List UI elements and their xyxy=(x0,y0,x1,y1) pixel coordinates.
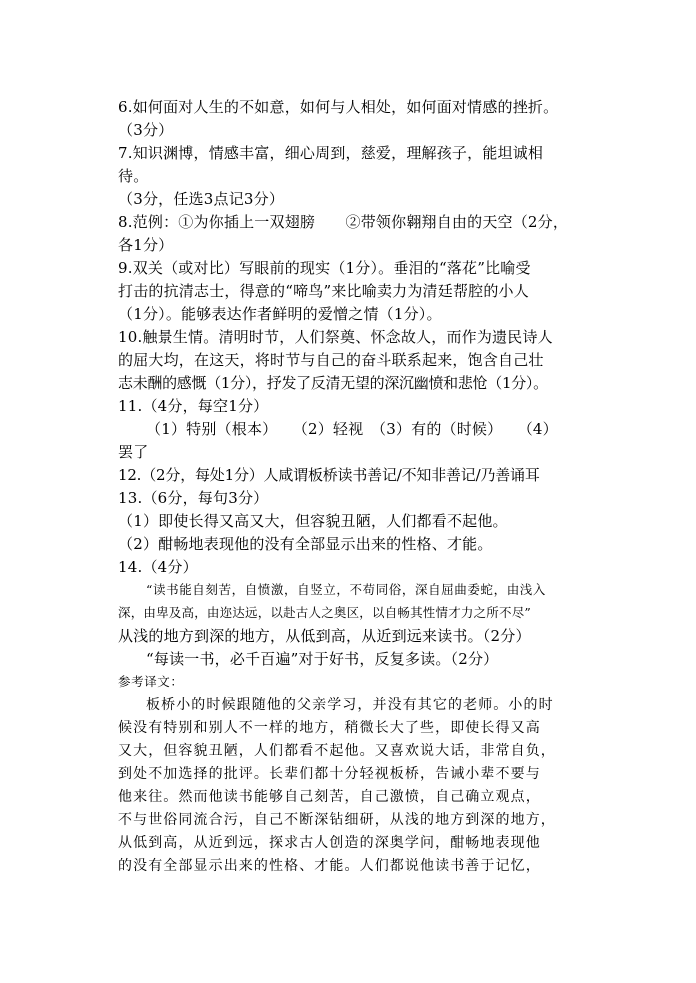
text-line: （3分） xyxy=(118,121,174,139)
text-line: 从浅的地方到深的地方，从低到高，从近到远来读书。（2分） xyxy=(118,627,531,645)
translation-line: 到处不加选择的批评。长辈们都十分轻视板桥，告诫小辈不要与 xyxy=(118,766,541,782)
text-line: 9.双关（或对比）写眼前的现实（1分）。垂泪的“落花”比喻受 xyxy=(118,259,531,277)
text-line: 10.触景生情。清明时节，人们祭奠、怀念故人，而作为遗民诗人 xyxy=(118,328,553,346)
text-line: 12.（2分，每处1分）人咸谓板桥读书善记/不知非善记/乃善诵耳 xyxy=(118,466,540,484)
quote-line: 深，由卑及高，由迩达远，以赴古人之奥区，以自畅其性情才力之所不尽” xyxy=(118,605,531,620)
translation-line: 的没有全部显示出来的性格、才能。人们都说他读书善于记忆， xyxy=(118,858,541,874)
translation-line: 又大，但容貌丑陋，人们都看不起他。又喜欢说大话，非常自负， xyxy=(118,743,556,759)
text-line: “每读一书，必千百遍”对于好书，反复多读。（2分） xyxy=(146,650,499,668)
quote-line: “读书能自刻苦，自愤激，自竖立，不苟同俗，深自屈曲委蛇，由浅入 xyxy=(146,582,546,597)
translation-line: 不与世俗同流合污，自己不断深钻细研，从浅的地方到深的地方， xyxy=(118,812,556,828)
text-line: （1）即使长得又高又大，但容貌丑陋，人们都看不起他。 xyxy=(118,512,508,530)
text-line: 各1分） xyxy=(118,236,174,254)
section-heading: 参考译文： xyxy=(118,674,184,689)
text-line: 6.如何面对人生的不如意，如何与人相处，如何面对情感的挫折。 xyxy=(118,98,559,116)
translation-line: 候没有特别和别人不一样的地方，稍微长大了些，即使长得又高 xyxy=(118,720,541,736)
text-line: 志未酬的感慨（1分），抒发了反清无望的深沉幽愤和悲怆（1分）。 xyxy=(118,374,548,392)
text-line: 打击的抗清志士，得意的“啼鸟”来比喻卖力为清廷帮腔的小人 xyxy=(118,282,529,300)
text-line: 8.范例：①为你插上一双翅膀 ②带领你翱翔自由的天空（2分， xyxy=(118,213,569,231)
text-line: （2）酣畅地表现他的没有全部显示出来的性格、才能。 xyxy=(118,535,493,553)
text-line: （1分）。能够表达作者鲜明的爱憎之情（1分）。 xyxy=(118,305,442,323)
translation-line: 从低到高，从近到远，探求古人创造的深奥学问，酣畅地表现他 xyxy=(118,835,541,851)
text-line: 13.（6分，每句3分） xyxy=(118,489,269,507)
text-line: 的屈大均，在这天，将时节与自己的奋斗联系起来，饱含自己壮 xyxy=(118,351,544,369)
text-line: 7.知识渊博，情感丰富，细心周到，慈爱，理解孩子，能坦诚相 xyxy=(118,144,544,162)
text-line: 14.（4分） xyxy=(118,558,198,576)
text-line: （1）特别（根本） （2）轻视 （3）有的（时候） （4） xyxy=(146,420,558,438)
translation-line: 板桥小的时候跟随他的父亲学习，并没有其它的老师。小的时 xyxy=(146,697,554,713)
text-line: 待。 xyxy=(118,167,149,185)
text-line: （3分，任选3点记3分） xyxy=(118,190,285,208)
text-line: 11.（4分，每空1分） xyxy=(118,397,269,415)
text-line: 罢了 xyxy=(118,443,149,461)
translation-line: 他来往。然而他读书能够自己刻苦，自己激愤，自己确立观点， xyxy=(118,789,541,805)
